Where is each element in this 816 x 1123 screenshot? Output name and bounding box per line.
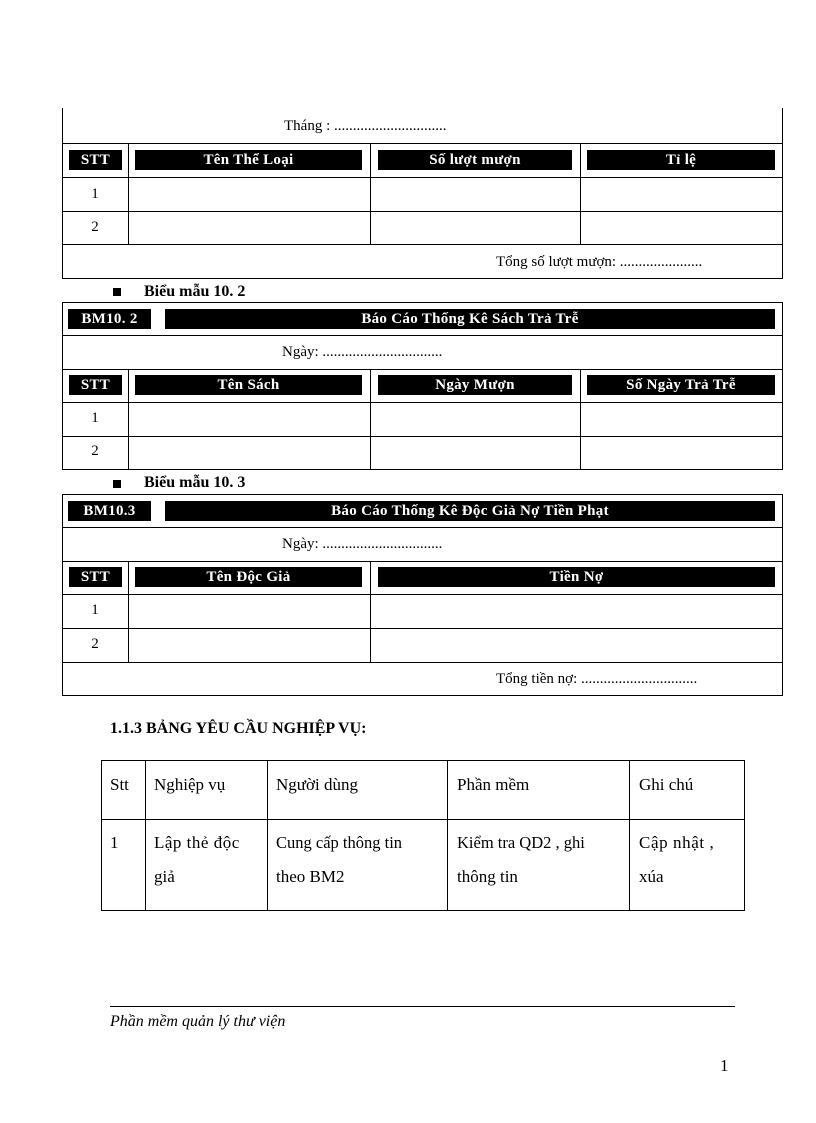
form3-col-stt: STT xyxy=(69,567,122,587)
req-row-1-note-line2: xúa xyxy=(639,867,664,886)
form2-col-book: Tên Sách xyxy=(135,375,362,395)
form1-row-1-stt: 1 xyxy=(91,186,99,202)
page-number: 1 xyxy=(720,1056,729,1075)
form1-col-genre: Tên Thể Loại xyxy=(135,150,362,170)
footer-title: Phần mềm quản lý thư viện xyxy=(110,1013,286,1030)
form2-title: Báo Cáo Thống Kê Sách Trả Trễ xyxy=(165,309,775,329)
form3-date-label: Ngày: ................................ xyxy=(282,536,443,552)
bullet-icon xyxy=(113,480,121,488)
form2-date-label: Ngày: ................................ xyxy=(282,344,443,360)
form2-row-1-stt: 1 xyxy=(91,410,99,426)
form2-caption: Biểu mẫu 10. 2 xyxy=(144,283,246,300)
form1-col-stt: STT xyxy=(69,150,122,170)
req-col-stt: Stt xyxy=(110,775,129,794)
req-row-1-stt: 1 xyxy=(110,833,119,852)
form2-col-borrow-date: Ngày Mượn xyxy=(378,375,572,395)
form2-col-stt: STT xyxy=(69,375,122,395)
form3-col-reader: Tên Độc Giả xyxy=(135,567,362,587)
footer-divider xyxy=(110,1006,735,1007)
form1-total-label: Tổng số lượt mượn: ...................... xyxy=(496,254,703,270)
form1-row-2-stt: 2 xyxy=(91,219,99,235)
req-col-business: Nghiệp vụ xyxy=(154,775,226,794)
form3-row-1-stt: 1 xyxy=(91,602,99,618)
req-row-1-software-line1: Kiểm tra QD2 , ghi xyxy=(457,833,585,852)
req-col-software: Phần mềm xyxy=(457,775,530,794)
form3-caption: Biểu mẫu 10. 3 xyxy=(144,474,246,491)
req-row-1-user-line2: theo BM2 xyxy=(276,867,345,886)
form1-month-label: Tháng : .............................. xyxy=(284,118,447,134)
form3-title: Báo Cáo Thống Kê Độc Giả Nợ Tiền Phạt xyxy=(165,501,775,521)
req-row-1-business-line1: Lập thẻ độc xyxy=(154,833,240,852)
form3-col-debt: Tiền Nợ xyxy=(378,567,775,587)
section-heading: 1.1.3 BẢNG YÊU CẦU NGHIỆP VỤ: xyxy=(110,720,367,737)
form3-row-2-stt: 2 xyxy=(91,636,99,652)
req-row-1-user-line1: Cung cấp thông tin xyxy=(276,833,403,852)
req-col-note: Ghi chú xyxy=(639,775,694,794)
form1-col-borrows: Số lượt mượn xyxy=(378,150,572,170)
form2-code: BM10. 2 xyxy=(68,309,151,329)
req-col-user: Người dùng xyxy=(276,775,358,794)
form1-col-ratio: Tỉ lệ xyxy=(587,150,775,170)
bullet-icon xyxy=(113,288,121,296)
form2-col-late-days: Số Ngày Trả Trễ xyxy=(587,375,775,395)
req-row-1-software-line2: thông tin xyxy=(457,867,518,886)
form2-row-2-stt: 2 xyxy=(91,443,99,459)
req-row-1-note-line1: Cập nhật , xyxy=(639,833,715,852)
form3-code: BM10.3 xyxy=(68,501,151,521)
form3-total-label: Tổng tiền nợ: ............................... xyxy=(496,671,698,687)
req-row-1-business-line2: giả xyxy=(154,867,175,886)
